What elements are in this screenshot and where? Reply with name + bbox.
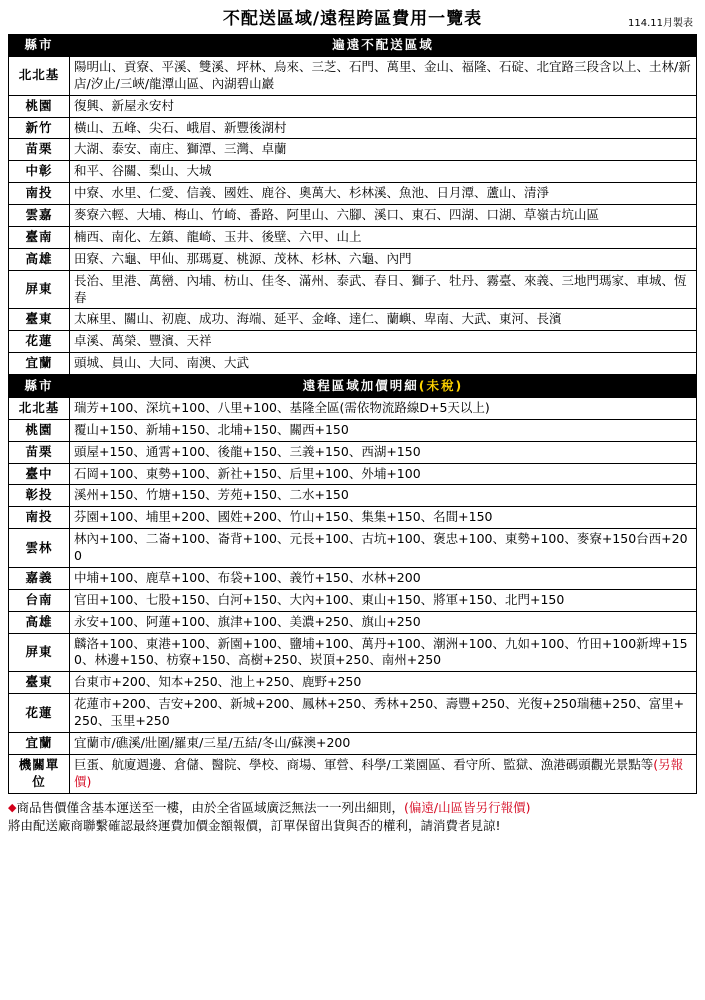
row-region: 臺南 bbox=[9, 226, 70, 248]
table-header-row bbox=[9, 376, 697, 398]
row-region: 北北基 bbox=[9, 56, 70, 95]
row-region: 苗栗 bbox=[9, 441, 70, 463]
document-header bbox=[8, 6, 697, 34]
row-content: 溪州+150、竹塘+150、芳苑+150、二水+150 bbox=[70, 485, 697, 507]
row-content: 台東市+200、知本+250、池上+250、鹿野+250 bbox=[70, 672, 697, 694]
table-row bbox=[9, 567, 697, 589]
table-row bbox=[9, 754, 697, 793]
table-row bbox=[9, 529, 697, 568]
row-content: 頭屋+150、通霄+100、後龍+150、三義+150、西湖+150 bbox=[70, 441, 697, 463]
table-row bbox=[9, 611, 697, 633]
row-content: 中寮、水里、仁愛、信義、國姓、鹿谷、奧萬大、杉林溪、魚池、日月潭、蘆山、清淨 bbox=[70, 183, 697, 205]
table-row bbox=[9, 633, 697, 672]
table-row bbox=[9, 507, 697, 529]
table-row bbox=[9, 270, 697, 309]
row-region: 臺東 bbox=[9, 309, 70, 331]
row-content: 太麻里、關山、初鹿、成功、海端、延平、金峰、達仁、蘭嶼、卑南、大武、東河、長濱 bbox=[70, 309, 697, 331]
table-row bbox=[9, 485, 697, 507]
footer-line-2: 將由配送廠商聯繫確認最終運費加價金額報價，訂單保留出貨與否的權利，請消費者見諒! bbox=[8, 817, 501, 833]
row-content-note: 觀光景點等 bbox=[590, 756, 654, 772]
row-content: 石岡+100、東勢+100、新社+150、后里+100、外埔+100 bbox=[70, 463, 697, 485]
row-content: 中埔+100、鹿草+100、布袋+100、義竹+150、水林+200 bbox=[70, 567, 697, 589]
row-region: 臺東 bbox=[9, 672, 70, 694]
table-row bbox=[9, 331, 697, 353]
row-region: 南投 bbox=[9, 183, 70, 205]
row-content: 長治、里港、萬巒、內埔、枋山、佳冬、滿州、泰武、春日、獅子、牡丹、霧臺、來義、三地門瑪家、車城、恆春 bbox=[70, 270, 697, 309]
row-content: 永安+100、阿蓮+100、旗津+100、美濃+250、旗山+250 bbox=[70, 611, 697, 633]
row-content: 陽明山、貢寮、平溪、雙溪、坪林、烏來、三芝、石門、萬里、金山、福隆、石碇、北宜路三段含以上、土林/新店/汐止/三峽/龍潭山區、內湖碧山巖 bbox=[70, 56, 697, 95]
document-date: 114.11月製表 bbox=[628, 18, 693, 29]
header-content-note: (未稅) bbox=[418, 378, 464, 393]
row-region: 高雄 bbox=[9, 611, 70, 633]
row-content-main: 巨蛋、航廈週邊、倉儲、醫院、學校、商場、軍營、科學/工業園區、看守所、監獄、漁港碼頭 bbox=[74, 756, 591, 772]
row-region: 桃園 bbox=[9, 419, 70, 441]
table-row bbox=[9, 95, 697, 117]
table-row bbox=[9, 589, 697, 611]
row-content: 麥寮六輕、大埔、梅山、竹崎、番路、阿里山、六腳、溪口、東石、四湖、口湖、草嶺古坑山區 bbox=[70, 205, 697, 227]
row-region: 臺中 bbox=[9, 463, 70, 485]
row-region: 雲林 bbox=[9, 529, 70, 568]
header-content bbox=[70, 376, 697, 398]
table-row bbox=[9, 309, 697, 331]
row-region: 屏東 bbox=[9, 270, 70, 309]
row-region: 花蓮 bbox=[9, 694, 70, 733]
table-row bbox=[9, 117, 697, 139]
footer-note bbox=[8, 799, 697, 835]
row-region: 宜蘭 bbox=[9, 353, 70, 375]
bullet-icon: ◆ bbox=[8, 800, 17, 814]
header-region: 縣市 bbox=[9, 35, 70, 57]
header-content: 遍遠不配送區域 bbox=[70, 35, 697, 57]
row-region: 南投 bbox=[9, 507, 70, 529]
table-row bbox=[9, 56, 697, 95]
header-region: 縣市 bbox=[9, 376, 70, 398]
row-content: 頭城、員山、大同、南澳、大武 bbox=[70, 353, 697, 375]
table-row bbox=[9, 732, 697, 754]
row-region: 宜蘭 bbox=[9, 732, 70, 754]
row-content: 大湖、泰安、南庄、獅潭、三灣、卓蘭 bbox=[70, 139, 697, 161]
table-row bbox=[9, 248, 697, 270]
table-header-row bbox=[9, 35, 697, 57]
row-content: 麟洛+100、東港+100、新園+100、鹽埔+100、萬丹+100、潮洲+100、九如+100、竹田+100新埤+150、林邊+150、枋寮+150、高樹+250、崁頂+250、南州+250 bbox=[70, 633, 697, 672]
row-content: 楠西、南化、左鎮、龍崎、玉井、後壁、六甲、山上 bbox=[70, 226, 697, 248]
table-row bbox=[9, 139, 697, 161]
table-row bbox=[9, 694, 697, 733]
row-content: 瑞芳+100、深坑+100、八里+100、基隆全區(需依物流路線D+5天以上) bbox=[70, 397, 697, 419]
row-region: 北北基 bbox=[9, 397, 70, 419]
row-content: 卓溪、萬榮、豐濱、天祥 bbox=[70, 331, 697, 353]
footer-line-1 bbox=[8, 799, 697, 817]
row-content bbox=[70, 754, 697, 793]
footer-text-highlight: (偏遠/山區皆另行報價) bbox=[403, 799, 531, 815]
table-row bbox=[9, 161, 697, 183]
table-row bbox=[9, 353, 697, 375]
row-region: 中彰 bbox=[9, 161, 70, 183]
row-content: 橫山、五峰、尖石、峨眉、新豐後湖村 bbox=[70, 117, 697, 139]
row-region: 花蓮 bbox=[9, 331, 70, 353]
row-region: 高雄 bbox=[9, 248, 70, 270]
row-region: 新竹 bbox=[9, 117, 70, 139]
row-region: 台南 bbox=[9, 589, 70, 611]
row-region: 屏東 bbox=[9, 633, 70, 672]
row-region: 苗栗 bbox=[9, 139, 70, 161]
row-content: 林內+100、二崙+100、崙背+100、元長+100、古坑+100、褒忠+100、東勢+100、麥寮+150台西+200 bbox=[70, 529, 697, 568]
page-title: 不配送區域/遠程跨區費用一覽表 bbox=[222, 9, 483, 29]
row-content: 和平、谷關、梨山、大城 bbox=[70, 161, 697, 183]
table-row bbox=[9, 672, 697, 694]
table-row bbox=[9, 226, 697, 248]
surcharge-areas-table bbox=[8, 375, 697, 794]
row-content: 花蓮市+200、吉安+200、新城+200、鳳林+250、秀林+250、壽豐+250、光復+250瑞穗+250、富里+250、玉里+250 bbox=[70, 694, 697, 733]
row-region: 桃園 bbox=[9, 95, 70, 117]
table-row bbox=[9, 397, 697, 419]
table-row bbox=[9, 441, 697, 463]
row-region: 嘉義 bbox=[9, 567, 70, 589]
table-row bbox=[9, 183, 697, 205]
row-region: 雲嘉 bbox=[9, 205, 70, 227]
row-content: 田寮、六龜、甲仙、那瑪夏、桃源、茂林、杉林、六龜、內門 bbox=[70, 248, 697, 270]
row-region: 彰投 bbox=[9, 485, 70, 507]
table-row bbox=[9, 419, 697, 441]
no-delivery-areas-table bbox=[8, 34, 697, 375]
row-region: 機關單位 bbox=[9, 754, 70, 793]
table-row bbox=[9, 463, 697, 485]
row-content: 芬園+100、埔里+200、國姓+200、竹山+150、集集+150、名間+150 bbox=[70, 507, 697, 529]
table-row bbox=[9, 205, 697, 227]
row-content: 宜蘭市/礁溪/壯圍/羅東/三星/五結/冬山/蘇澳+200 bbox=[70, 732, 697, 754]
row-content: 覆山+150、新埔+150、北埔+150、關西+150 bbox=[70, 419, 697, 441]
footer-text-a: 商品售價僅含基本運送至一樓，由於全省區域廣泛無法一一列出細則， bbox=[16, 799, 404, 815]
row-content: 復興、新屋永安村 bbox=[70, 95, 697, 117]
row-content-red: (另報價) bbox=[74, 756, 684, 789]
header-content-main: 遠程區域加價明細 bbox=[302, 378, 419, 393]
row-content: 官田+100、七股+150、白河+150、大內+100、東山+150、將軍+150、北門+150 bbox=[70, 589, 697, 611]
